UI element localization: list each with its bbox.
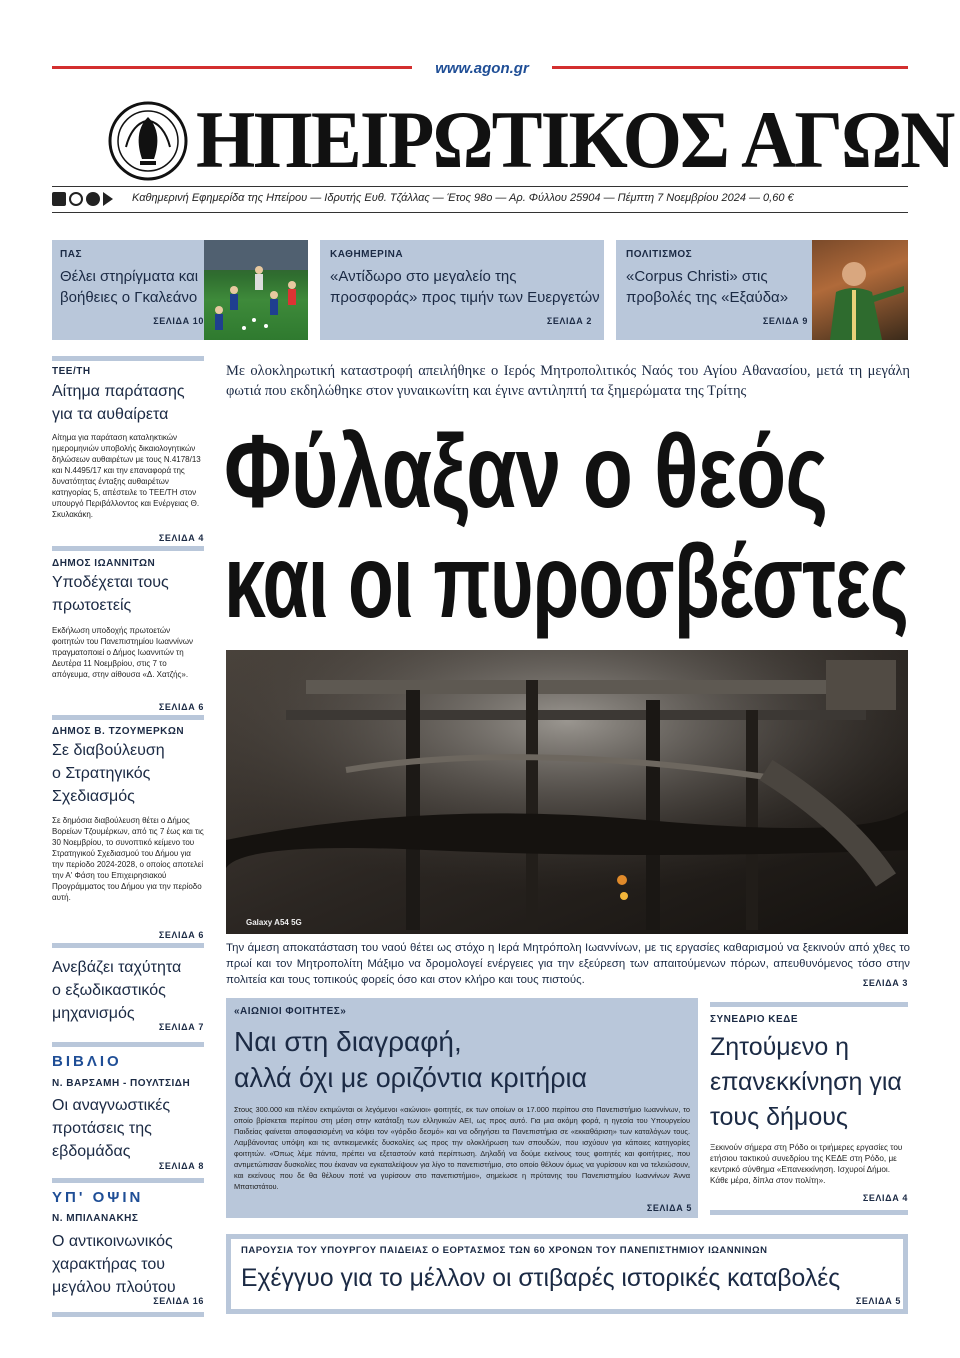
kede-body: Ξεκινούν σήμερα στη Ρόδο οι τριήμερες εργασίες του ετήσιου τακτικού συνεδρίου της ΚΕΔΕ στη Ρόδο, με κεντρικό σύνθημα «Επανεκκίνηση. Ισχυροί Δήμοι. Κάθε μέρα, δίπλα στον πολίτη». <box>710 1143 903 1185</box>
lead-page: ΣΕΛΙΔΑ 3 <box>862 978 908 988</box>
anniversary-label: ΠΑΡΟΥΣΙΑ ΤΟΥ ΥΠΟΥΡΓΟΥ ΠΑΙΔΕΙΑΣ Ο ΕΟΡΤΑΣΜΟΣ ΤΩΝ 60 ΧΡΟΝΩΝ ΤΟΥ ΠΑΝΕΠΙΣΤΗΜΙΟΥ ΙΩΑΝΝΙΝΩΝ <box>241 1245 768 1256</box>
lead-kicker: Με ολοκληρωτική καταστροφή απειλήθηκε ο Ιερός Μητροπολιτικός Ναός του Αγίου Αθανασίου, μετά τη μεγάλη φωτιά που εκδηλώθηκε στον γυναικωνίτη και έγινε αντιληπτή τα ξημερώματα της Τρίτης <box>226 363 910 399</box>
certification-badge-icon <box>69 192 83 206</box>
website-url[interactable]: www.agon.gr <box>412 60 552 78</box>
book-title[interactable]: Οι αναγνωστικές προτάσεις της εβδομάδας <box>52 1097 171 1160</box>
eiea-badge-icon <box>52 192 66 206</box>
photo-credit: Galaxy A54 5G <box>246 918 302 927</box>
teaser-label: ΠΟΛΙΤΙΣΜΟΣ <box>626 249 693 260</box>
priest-photo <box>812 240 908 340</box>
lead-photo-caption: Την άμεση αποκατάσταση του ναού θέτει ως στόχο η Ιερά Μητρόπολη Ιωαννίνων, με τις εργασίες καθαρισμού να ξεκινούν από χθες το πρωί και τον Μητροπολίτη Μάξιμο να δρομολογεί ενέργειες για την εξεύρεση των απαιτούμενων πόρων, απευθυνόμενος τόσο στην πολιτεία και τους τοπικούς φορείς όσο και στον κλήρο και τους πιστούς. <box>226 942 910 986</box>
teaser-label: ΠΑΣ <box>60 249 82 260</box>
book-section-title: ΒΙΒΛΙΟ <box>52 1053 122 1070</box>
lead-photo-burned-church[interactable] <box>226 650 908 934</box>
students-label: «ΑΙΩΝΙΟΙ ΦΟΙΤΗΤΕΣ» <box>234 1006 347 1017</box>
sidebar-rule <box>52 1042 204 1047</box>
press-association-icon <box>86 192 100 206</box>
masthead-badges <box>52 192 118 206</box>
sidebar-page: ΣΕΛΙΔΑ 7 <box>158 1022 204 1032</box>
kede-page: ΣΕΛΙΔΑ 4 <box>862 1193 908 1203</box>
anniversary-title: Εχέγγυο για το μέλλον οι στιβαρές ιστορικές καταβολές <box>241 1264 841 1292</box>
sidebar-label: ΤΕΕ/ΤΗ <box>52 366 91 377</box>
students-title-line2: αλλά όχι με οριζόντια κριτήρια <box>234 1062 588 1093</box>
sidebar-title[interactable]: Αίτημα παράτασης για τα αυθαίρετα <box>52 383 185 423</box>
logo-seal <box>108 101 188 181</box>
anniversary-box[interactable] <box>226 1234 908 1314</box>
teaser-label: ΚΑΘΗΜΕΡΙΝΑ <box>330 249 404 260</box>
newspaper-title: ΗΠΕΙΡΩΤΙΚΟΣ ΑΓΩΝ <box>196 94 954 185</box>
lead-headline-line1[interactable]: Φύλαξαν ο θεός <box>224 414 828 530</box>
sidebar-rule <box>52 546 204 551</box>
teaser-text: «Corpus Christi» στις προβολές της «Εξαύδα» <box>626 268 789 306</box>
lead-headline-line2[interactable]: και οι πυροσβέστες <box>224 524 909 640</box>
teaser-page: ΣΕΛΙΔΑ 2 <box>546 316 592 326</box>
students-page: ΣΕΛΙΔΑ 5 <box>646 1203 692 1213</box>
kede-top-rule <box>710 1002 908 1007</box>
sidebar-page: ΣΕΛΙΔΑ 6 <box>158 930 204 940</box>
sidebar-title[interactable]: Ανεβάζει ταχύτητα ο εξωδικαστικός μηχανισμός <box>52 959 182 1022</box>
masthead-info-line: Καθημερινή Εφημερίδα της Ηπείρου — Ιδρυτής Ευθ. Τζάλλας — Έτος 98ο — Αρ. Φύλλου 25904 — Πέμπτη 7 Νοεμβρίου 2024 — 0,60 € <box>132 192 794 204</box>
students-title-line1: Ναι στη διαγραφή, <box>234 1026 462 1057</box>
masthead-info-rule-top <box>52 186 908 187</box>
arrow-badge-icon <box>103 192 113 206</box>
sidebar-title[interactable]: Υποδέχεται τους πρωτοετείς <box>52 574 169 614</box>
teaser-politismos[interactable] <box>616 240 908 340</box>
teaser-page: ΣΕΛΙΔΑ 9 <box>762 316 808 326</box>
students-article[interactable] <box>226 998 698 1218</box>
teaser-kathimerina[interactable] <box>320 240 604 340</box>
kede-bottom-rule <box>710 1210 908 1215</box>
masthead-info-rule-bottom <box>52 212 908 213</box>
teaser-pas[interactable] <box>52 240 308 340</box>
sidebar-rule <box>52 1178 204 1183</box>
sidebar-rule <box>52 356 204 361</box>
sidebar-body: Εκδήλωση υποδοχής πρωτοετών φοιτητών του Πανεπιστημίου Ιωαννίνων πραγματοποιεί ο Δήμος Ιωαννιτών τη Δευτέρα 11 Νοεμβρίου, στις 7 το απόγευμα, στην αίθουσα «Δ. Χατζής». <box>52 626 193 679</box>
opinion-section-title: ΥΠ' ΟΨΙΝ <box>52 1189 144 1206</box>
kede-title[interactable]: Ζητούμενο η επανεκκίνηση για τους δήμους <box>710 1033 902 1131</box>
book-author: Ν. ΒΑΡΣΑΜΗ - ΠΟΥΛΤΣΙΔΗ <box>52 1078 191 1089</box>
sidebar-rule <box>52 943 204 948</box>
sidebar-rule-bottom <box>52 1312 204 1317</box>
opinion-author: Ν. ΜΠΙΛΑΝΑΚΗΣ <box>52 1213 139 1224</box>
sidebar-rule <box>52 715 204 720</box>
sidebar-body: Σε δημόσια διαβούλευση θέτει ο Δήμος Βορείων Τζουμέρκων, από τις 7 έως και τις 30 Νοεμβρίου, το συνοπτικό κείμενο του Στρατηγικού Σχεδιασμού του Δήμου για την περίοδο 2024-2028, ο οποίος αποτελεί την Α' Φάση του Επιχειρησιακού Προγράμματος του Δήμου για την περίοδο αυτή. <box>52 816 204 902</box>
opinion-title[interactable]: Ο αντικοινωνικός χαρακτήρας του μεγάλου πλούτου <box>52 1233 176 1296</box>
sidebar-label: ΔΗΜΟΣ Β. ΤΖΟΥΜΕΡΚΩΝ <box>52 726 185 737</box>
sidebar-label: ΔΗΜΟΣ ΙΩΑΝΝΙΤΩΝ <box>52 558 156 569</box>
teaser-text: «Αντίδωρο στο μεγαλείο της προσφοράς» προς τιμήν των Ευεργετών <box>330 268 600 306</box>
students-body: Στους 300.000 και πλέον εκτιμώνται οι λεγόμενοι «αιώνιοι» φοιτητές, εκ των οποίων οι 17.000 περίπου στο Πανεπιστήμιο Ιωαννίνων, το οποίο βρίσκεται περίπου στη μέση στην κατάταξη των ελληνικών ΑΕΙ, ως προς αυτό. Για μια ακόμη φορά, η ηγεσία του Υπουργείου Παιδείας φαίνεται αποφασισμένη να κόψει τον «γόρδιο δεσμό» και να οδηγήσει τα Πανεπιστήμια σε «εκκαθάριση» των καταλόγων τους. Λαμβάνοντας υπόψη και τις αντικειμενικές δυσκολίες ως προς την ολοκλήρωση των σπουδών, που ισχύουν για κάποιες κατηγορίες φοιτητών. «Όπως λέμε πάντα, πρέπει να εξεταστούν κατά περίπτωση. Δηλαδή να δούμε εκείνους τους φοιτητές και φοιτήτριες, που αντιμετώπισαν δυσκολίες που έκαναν να εγκαταλείψουν για λίγο το πανεπιστήμιο, στο οποίο θέλουν όμως να γυρίσουν και να τελειώσουν, και εκείνους που δε θα θέλουν ποτέ να γυρίσουν στο πανεπιστήμιο», σημείωσε η πρύτανης του Πανεπιστημίου Ιωαννίνων Άννα Μπατιστάτου. <box>234 1105 690 1191</box>
anniversary-page: ΣΕΛΙΔΑ 5 <box>855 1296 901 1306</box>
sidebar-body: Αίτημα για παράταση καταληκτικών ημερομηνιών υποβολής δικαιολογητικών δηλώσεων αυθαιρέτων με τους Ν.4178/13 και Ν.4495/17 και την επαναφορά της δυνατότητας ένταξης αυθαιρέτων κατηγορίας 5, απέστειλε το ΤΕΕ/ΤΗ στον υπουργό Περιβάλλοντος και Ενέργειας Θ. Σκυλακάκη. <box>52 433 201 519</box>
sidebar-page: ΣΕΛΙΔΑ 6 <box>158 702 204 712</box>
teaser-page: ΣΕΛΙΔΑ 10 <box>153 316 204 326</box>
book-page: ΣΕΛΙΔΑ 8 <box>158 1161 204 1171</box>
teaser-text: Θέλει στηρίγματα και βοήθειες ο Γκαλεάνο <box>60 268 199 306</box>
sidebar-page: ΣΕΛΙΔΑ 4 <box>158 533 204 543</box>
sidebar-title[interactable]: Σε διαβούλευση ο Στρατηγικός Σχεδιασμός <box>52 742 165 805</box>
kede-label: ΣΥΝΕΔΡΙΟ ΚΕΔΕ <box>710 1014 799 1025</box>
football-photo <box>204 240 308 340</box>
opinion-page: ΣΕΛΙΔΑ 16 <box>153 1296 204 1306</box>
